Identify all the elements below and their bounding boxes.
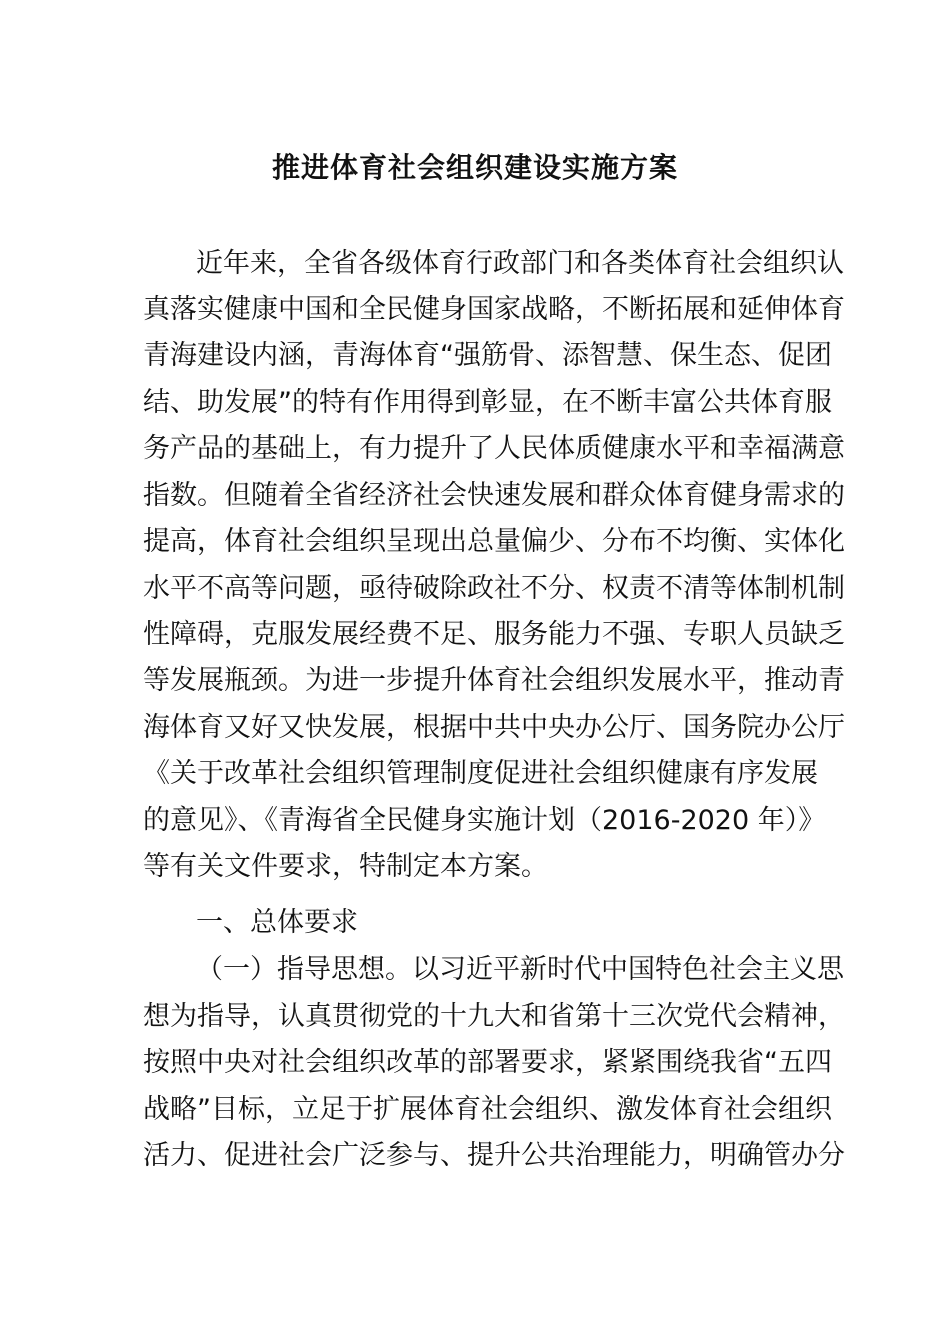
paragraph-line: 青海建设内涵，青海体育“强筋骨、添智慧、保生态、促团 (143, 340, 832, 371)
paragraph-line: 结、助发展”的特有作用得到彰显，在不断丰富公共体育服 (143, 387, 832, 418)
paragraph-line: 等有关文件要求，特制定本方案。 (143, 851, 548, 882)
paragraph-line: 活力、促进社会广泛参与、提升公共治理能力，明确管办分 (143, 1140, 845, 1171)
paragraph-line: 等发展瓶颈。为进一步提升体育社会组织发展水平，推动青 (143, 665, 845, 696)
paragraph-line: 性障碍，克服发展经费不足、服务能力不强、专职人员缺乏 (143, 619, 845, 650)
paragraph-line: 水平不高等问题，亟待破除政社不分、权责不清等体制机制 (143, 573, 845, 604)
paragraph-line: 的意见》、《青海省全民健身实施计划（2016-2020 年）》 (143, 805, 826, 836)
document-title: 推进体育社会组织建设实施方案 (271, 151, 678, 184)
paragraph-line: （一）指导思想。以习近平新时代中国特色社会主义思 (196, 954, 844, 985)
paragraph-line: 《关于改革社会组织管理制度促进社会组织健康有序发展 (143, 758, 818, 789)
paragraph-line: 海体育又好又快发展，根据中共中央办公厅、国务院办公厅 (143, 712, 845, 743)
section-heading: 一、总体要求 (196, 907, 358, 938)
paragraph-line: 务产品的基础上，有力提升了人民体质健康水平和幸福满意 (143, 433, 845, 464)
paragraph-line: 按照中央对社会组织改革的部署要求，紧紧围绕我省“五四 (143, 1047, 832, 1078)
paragraph-line: 指数。但随着全省经济社会快速发展和群众体育健身需求的 (143, 480, 845, 511)
paragraph-line: 真落实健康中国和全民健身国家战略，不断拓展和延伸体育 (143, 294, 845, 325)
paragraph-line: 战略”目标，立足于扩展体育社会组织、激发体育社会组织 (143, 1094, 832, 1125)
paragraph-line: 近年来，全省各级体育行政部门和各类体育社会组织认 (196, 248, 844, 279)
paragraph-line: 想为指导，认真贯彻党的十九大和省第十三次党代会精神， (143, 1001, 845, 1032)
paragraph-line: 提高，体育社会组织呈现出总量偏少、分布不均衡、实体化 (143, 526, 845, 557)
